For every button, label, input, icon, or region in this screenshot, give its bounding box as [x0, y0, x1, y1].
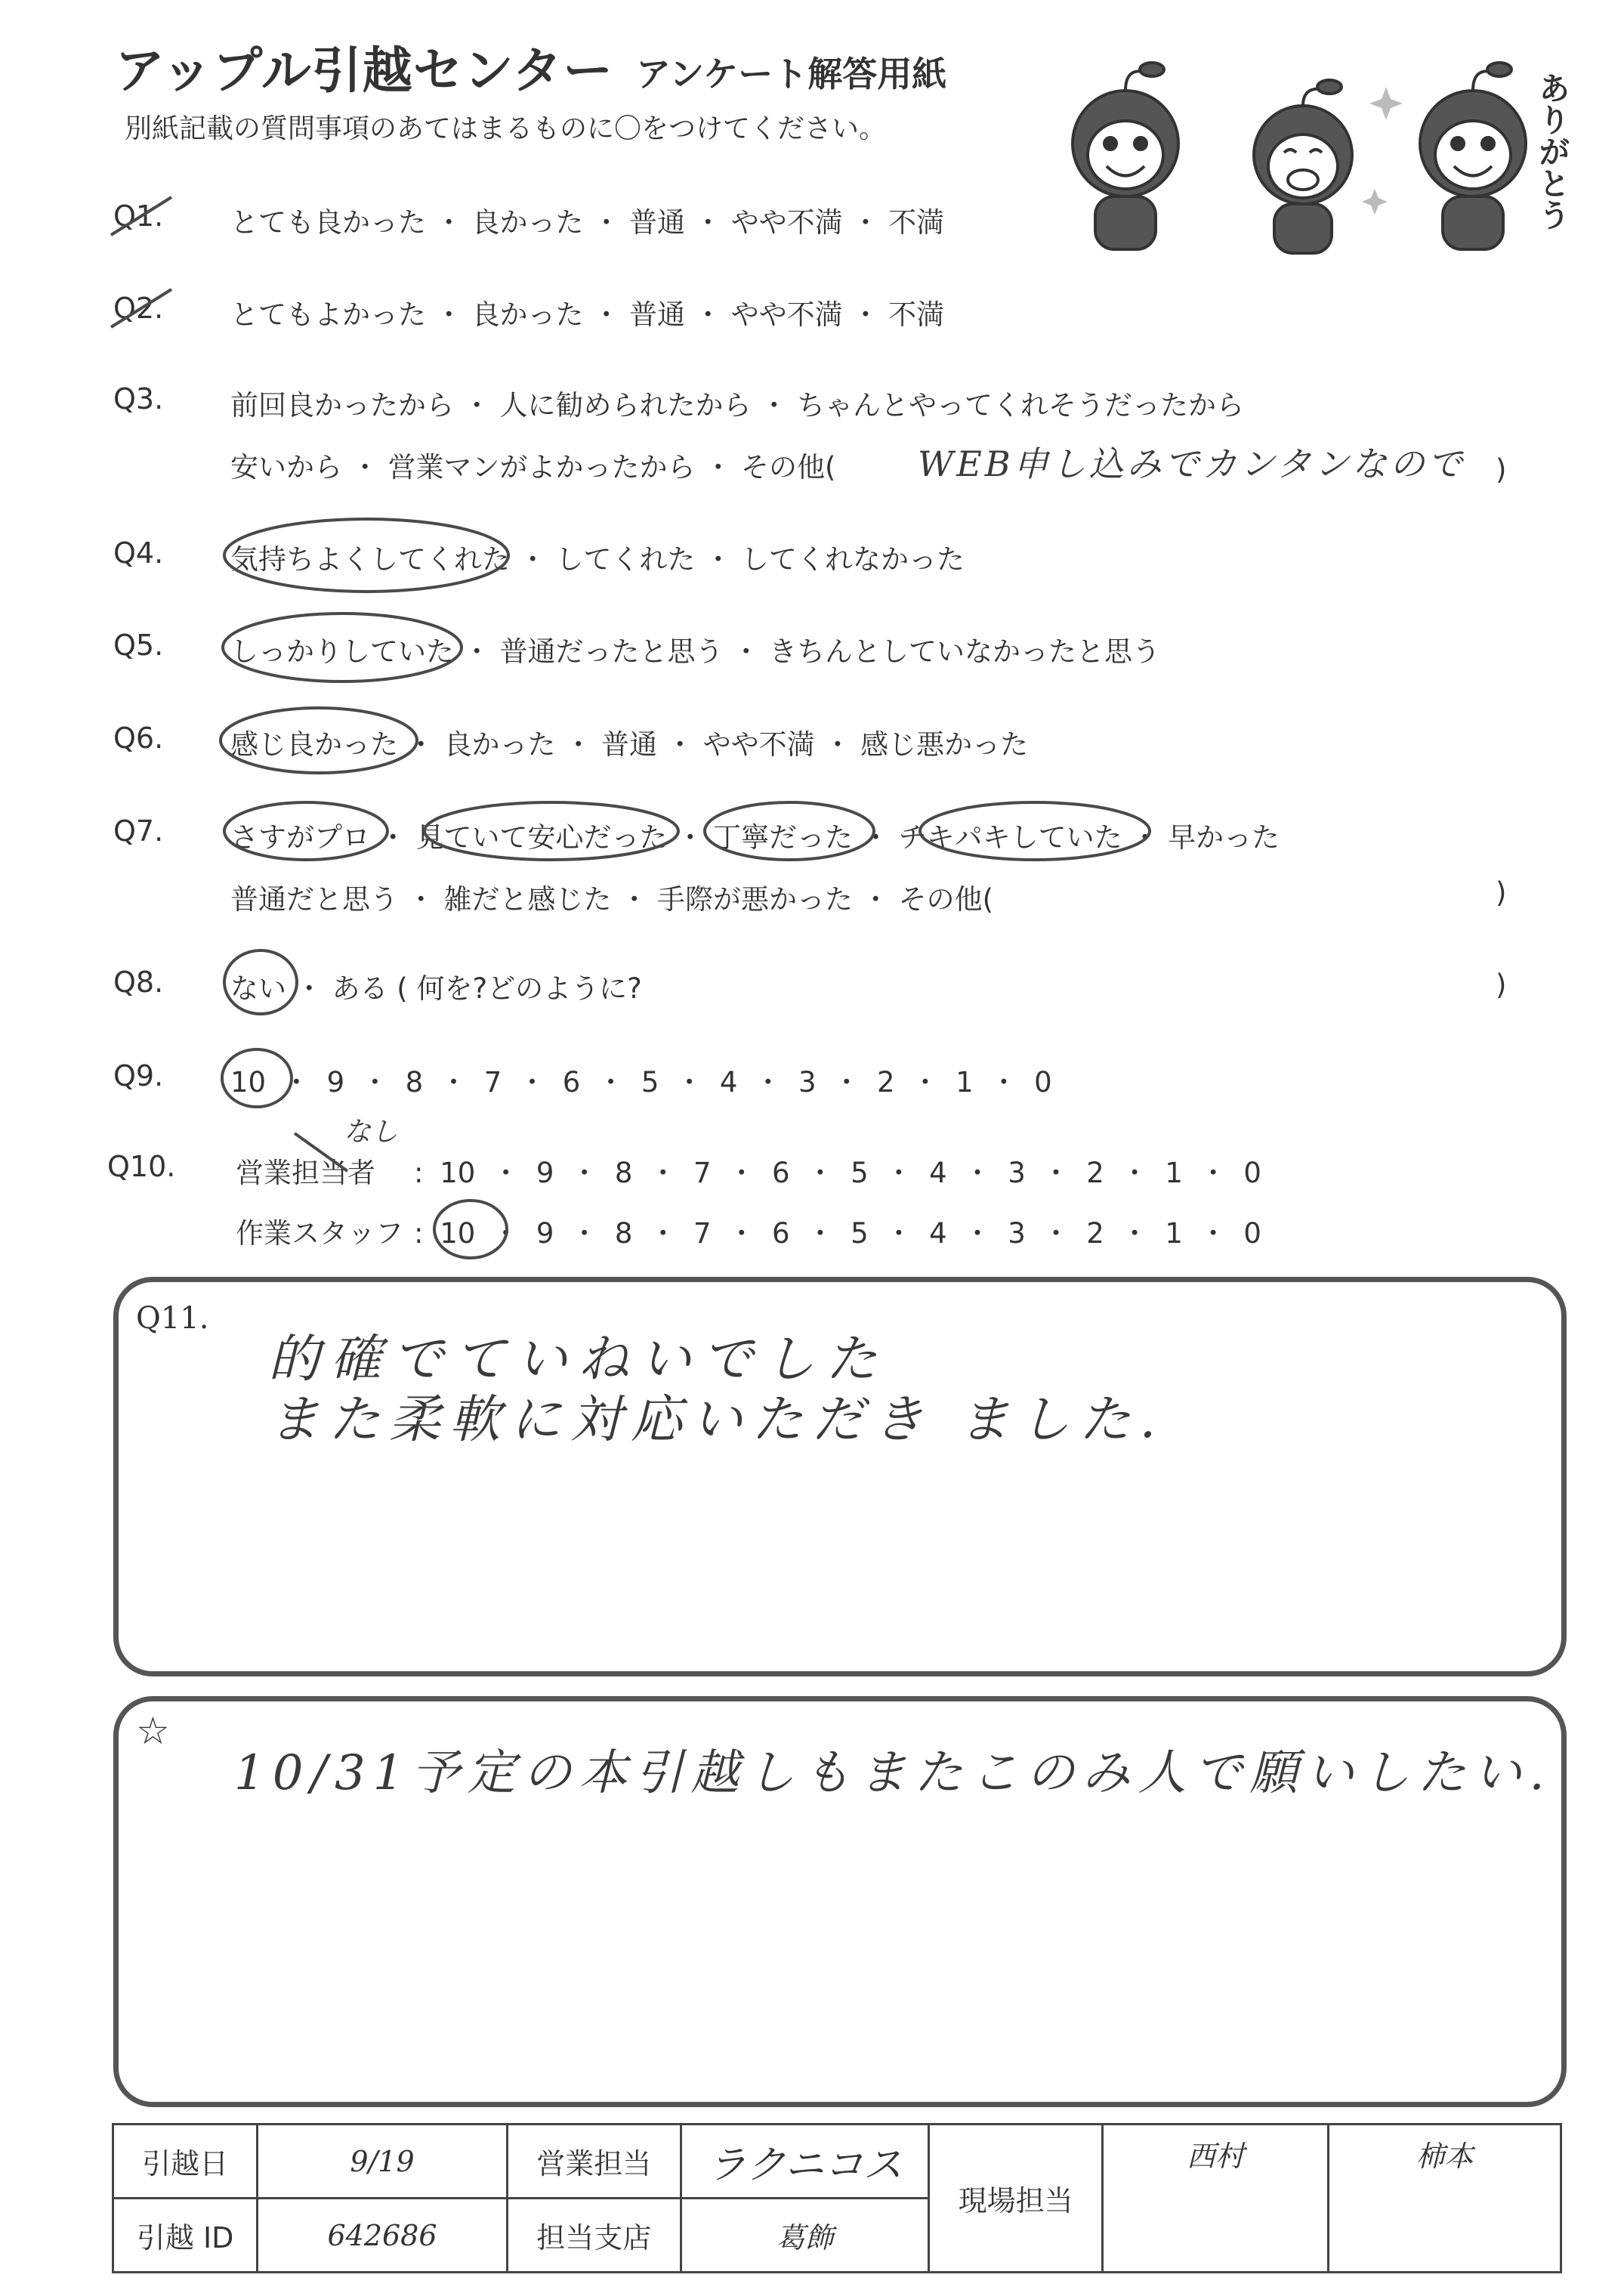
q11-label: Q11.: [136, 1301, 209, 1336]
closing-paren: ): [1496, 876, 1507, 909]
question-options: 感じ良かった ・ 良かった ・ 普通 ・ やや不満 ・ 感じ悪かった: [230, 728, 1029, 761]
mascot-caption: ありがとう: [1534, 72, 1571, 230]
strike-mark: [107, 286, 175, 331]
site-staff-1: 西村: [1103, 2125, 1328, 2273]
question-options: とても良かった ・ 良かった ・ 普通 ・ やや不満 ・ 不満: [230, 206, 945, 239]
question-number: Q8.: [113, 966, 164, 999]
q11-comment-line-2: また柔軟に対応いただき ました.: [268, 1390, 1166, 1450]
question-options: さすがプロ ・ 見ていて安心だった ・ 丁寧だった ・ チキパキしていた ・ 早かった: [230, 821, 1280, 854]
answer-circle: [215, 703, 423, 778]
answer-circle: [914, 797, 1156, 865]
closing-paren: ): [1496, 969, 1507, 1001]
mascot-monkeys-illustration: [1042, 53, 1571, 257]
answer-circle: [419, 797, 684, 865]
strike-mark: [287, 1126, 355, 1179]
star-icon: ☆: [136, 1709, 170, 1753]
question-number: Q2.: [113, 292, 164, 325]
site-staff-label: 現場担当: [929, 2125, 1103, 2273]
star-comment-text: 10/31予定の本引越しもまたこのみ人で願いしたい.: [234, 1745, 1552, 1801]
question-number: Q7.: [113, 814, 164, 848]
question-number: Q3.: [113, 382, 164, 416]
question-number: Q6.: [113, 722, 164, 755]
question-options: とてもよかった ・ 良かった ・ 普通 ・ やや不満 ・ 不満: [230, 298, 945, 331]
staff-rater-label: 作業スタッフ: [236, 1217, 403, 1250]
handwritten-note: なし: [344, 1117, 399, 1148]
branch-label: 担当支店: [507, 2199, 681, 2273]
rating-scale: : 10 ・ 9 ・ 8 ・ 7 ・ 6 ・ 5 ・ 4 ・ 3 ・ 2 ・ 1 ・ 0: [414, 1157, 1261, 1189]
question-number: Q5.: [113, 629, 164, 662]
question-options: 普通だと思う ・ 雑だと感じた ・ 手際が悪かった ・ その他(: [230, 883, 994, 916]
answer-circle: [219, 797, 393, 865]
question-options: 前回良かったから ・ 人に勧められたから ・ ちゃんとやってくれそうだったから: [230, 389, 1245, 422]
handwritten-answer: WEB申し込みでカンタンなので: [918, 443, 1465, 484]
sales-rater-label: 営業担当者: [236, 1157, 375, 1189]
sheet-subtitle: アンケート解答用紙: [636, 54, 947, 94]
answer-circle: [429, 1195, 512, 1263]
question-options: 安いから ・ 営業マンがよかったから ・ その他(: [230, 451, 836, 484]
question-options: しっかりしていた ・ 普通だったと思う ・ きちんとしていなかったと思う: [230, 635, 1161, 668]
move-date-label: 引越日: [113, 2125, 258, 2199]
answer-circle: [219, 944, 302, 1020]
move-date-value: 9/19: [258, 2125, 507, 2199]
instruction-text: 別紙記載の質問事項のあてはまるものに〇をつけてください。: [125, 113, 887, 144]
footer-info-table: [112, 2123, 1562, 2273]
question-options: 気持ちよくしてくれた ・ してくれた ・ してくれなかった: [230, 543, 965, 576]
q11-comment-line-1: 的確でていねいでした: [268, 1330, 888, 1389]
answer-circle: [218, 1044, 297, 1112]
answer-circle: [219, 514, 514, 597]
answer-circle: [699, 797, 880, 865]
question-number: Q10.: [107, 1150, 176, 1183]
branch-value: 葛飾: [681, 2199, 928, 2273]
question-options: ない ・ ある ( 何を?どのように?: [230, 972, 642, 1005]
sheet-title: アップル引越センター: [115, 42, 614, 100]
site-staff-2: 柿本: [1328, 2125, 1561, 2273]
strike-mark: [107, 193, 175, 239]
move-id-label: 引越 ID: [113, 2199, 258, 2273]
answer-circle: [218, 608, 467, 688]
rating-scale: : 10 ・ 9 ・ 8 ・ 7 ・ 6 ・ 5 ・ 4 ・ 3 ・ 2 ・ 1 ・ 0: [414, 1217, 1261, 1250]
rating-scale: 10 ・ 9 ・ 8 ・ 7 ・ 6 ・ 5 ・ 4 ・ 3 ・ 2 ・ 1 ・ 0: [230, 1066, 1052, 1099]
closing-paren: ): [1496, 453, 1507, 486]
question-number: Q4.: [113, 536, 164, 570]
question-number: Q1.: [113, 199, 164, 233]
sales-rep-label: 営業担当: [507, 2125, 681, 2199]
sales-rep-value: ラクニコス: [681, 2125, 928, 2199]
move-id-value: 642686: [258, 2199, 507, 2273]
question-number: Q9.: [113, 1059, 164, 1092]
